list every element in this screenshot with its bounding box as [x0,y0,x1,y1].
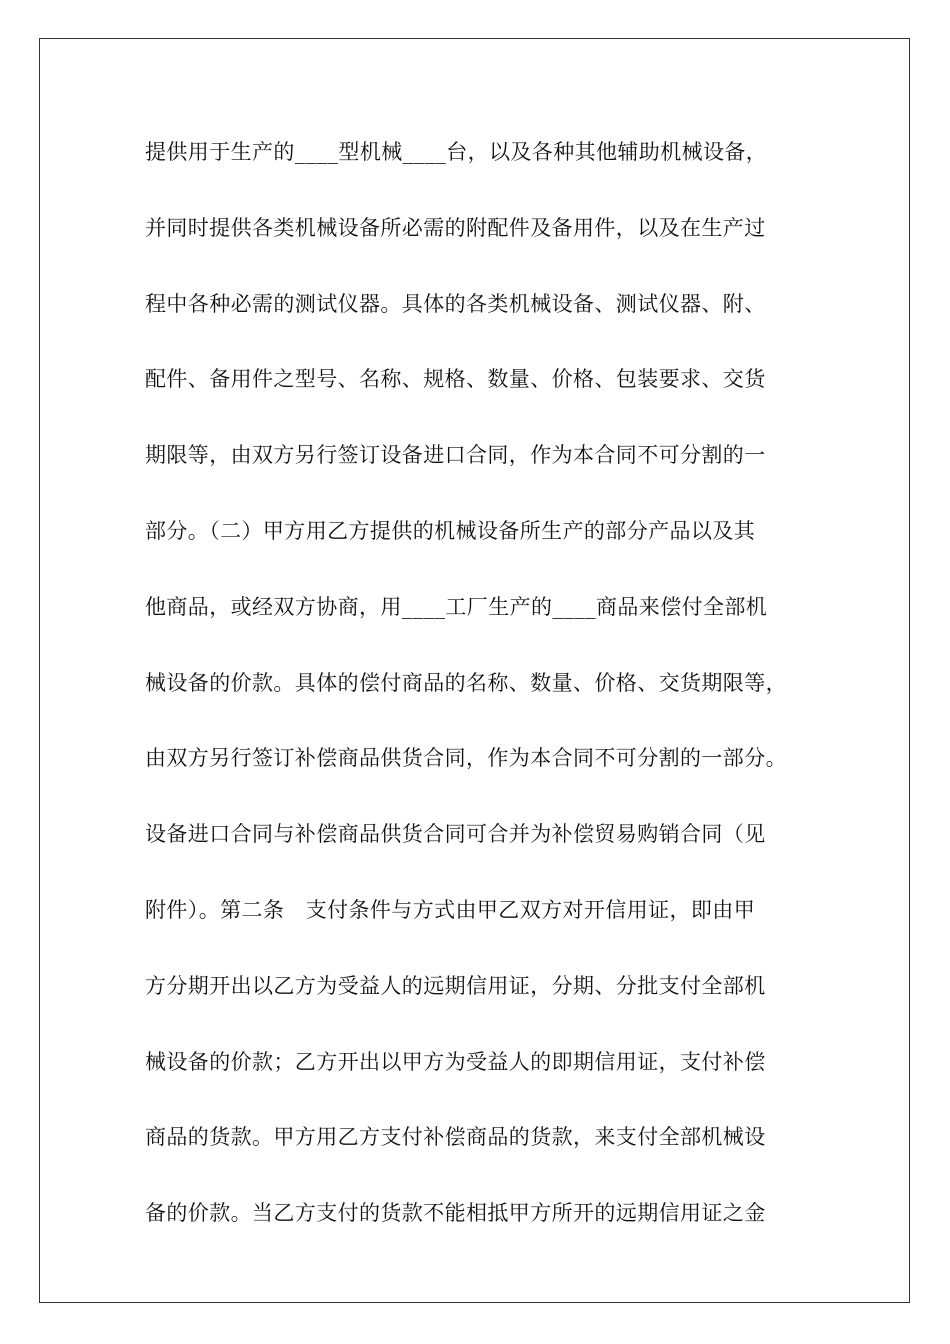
text-line: 由双方另行签订补偿商品供货合同，作为本合同不可分割的一部分。 [145,746,787,771]
text-line: 附件）。第二条 支付条件与方式由甲乙双方对开信用证，即由甲 [145,897,756,922]
text-line: 配件、备用件之型号、名称、规格、数量、价格、包装要求、交货 [145,367,766,392]
text-line: 商品的货款。甲方用乙方支付补偿商品的货款，来支付全部机械设 [145,1125,766,1150]
text-line: 提供用于生产的____型机械____台，以及各种其他辅助机械设备， [145,140,768,164]
text-line: 械设备的价款；乙方开出以甲方为受益人的即期信用证，支付补偿 [145,1049,766,1074]
contract-body-text [145,128,825,1265]
text-line: 程中各种必需的测试仪器。具体的各类机械设备、测试仪器、附、 [145,291,766,316]
text-line: 并同时提供各类机械设备所必需的附配件及备用件，以及在生产过 [145,215,766,240]
text-line: 部分。（二）甲方用乙方提供的机械设备所生产的部分产品以及其 [145,518,756,543]
text-line: 备的价款。当乙方支付的货款不能相抵甲方所开的远期信用证之金 [145,1201,766,1226]
text-line: 设备进口合同与补偿商品供货合同可合并为补偿贸易购销合同（见 [145,822,766,847]
text-line: 械设备的价款。具体的偿付商品的名称、数量、价格、交货期限等， [145,670,787,695]
text-line: 他商品，或经双方协商，用____工厂生产的____商品来偿付全部机 [145,594,768,619]
text-line: 方分期开出以乙方为受益人的远期信用证，分期、分批支付全部机 [145,973,766,998]
text-line: 期限等，由双方另行签订设备进口合同，作为本合同不可分割的一 [145,443,766,468]
